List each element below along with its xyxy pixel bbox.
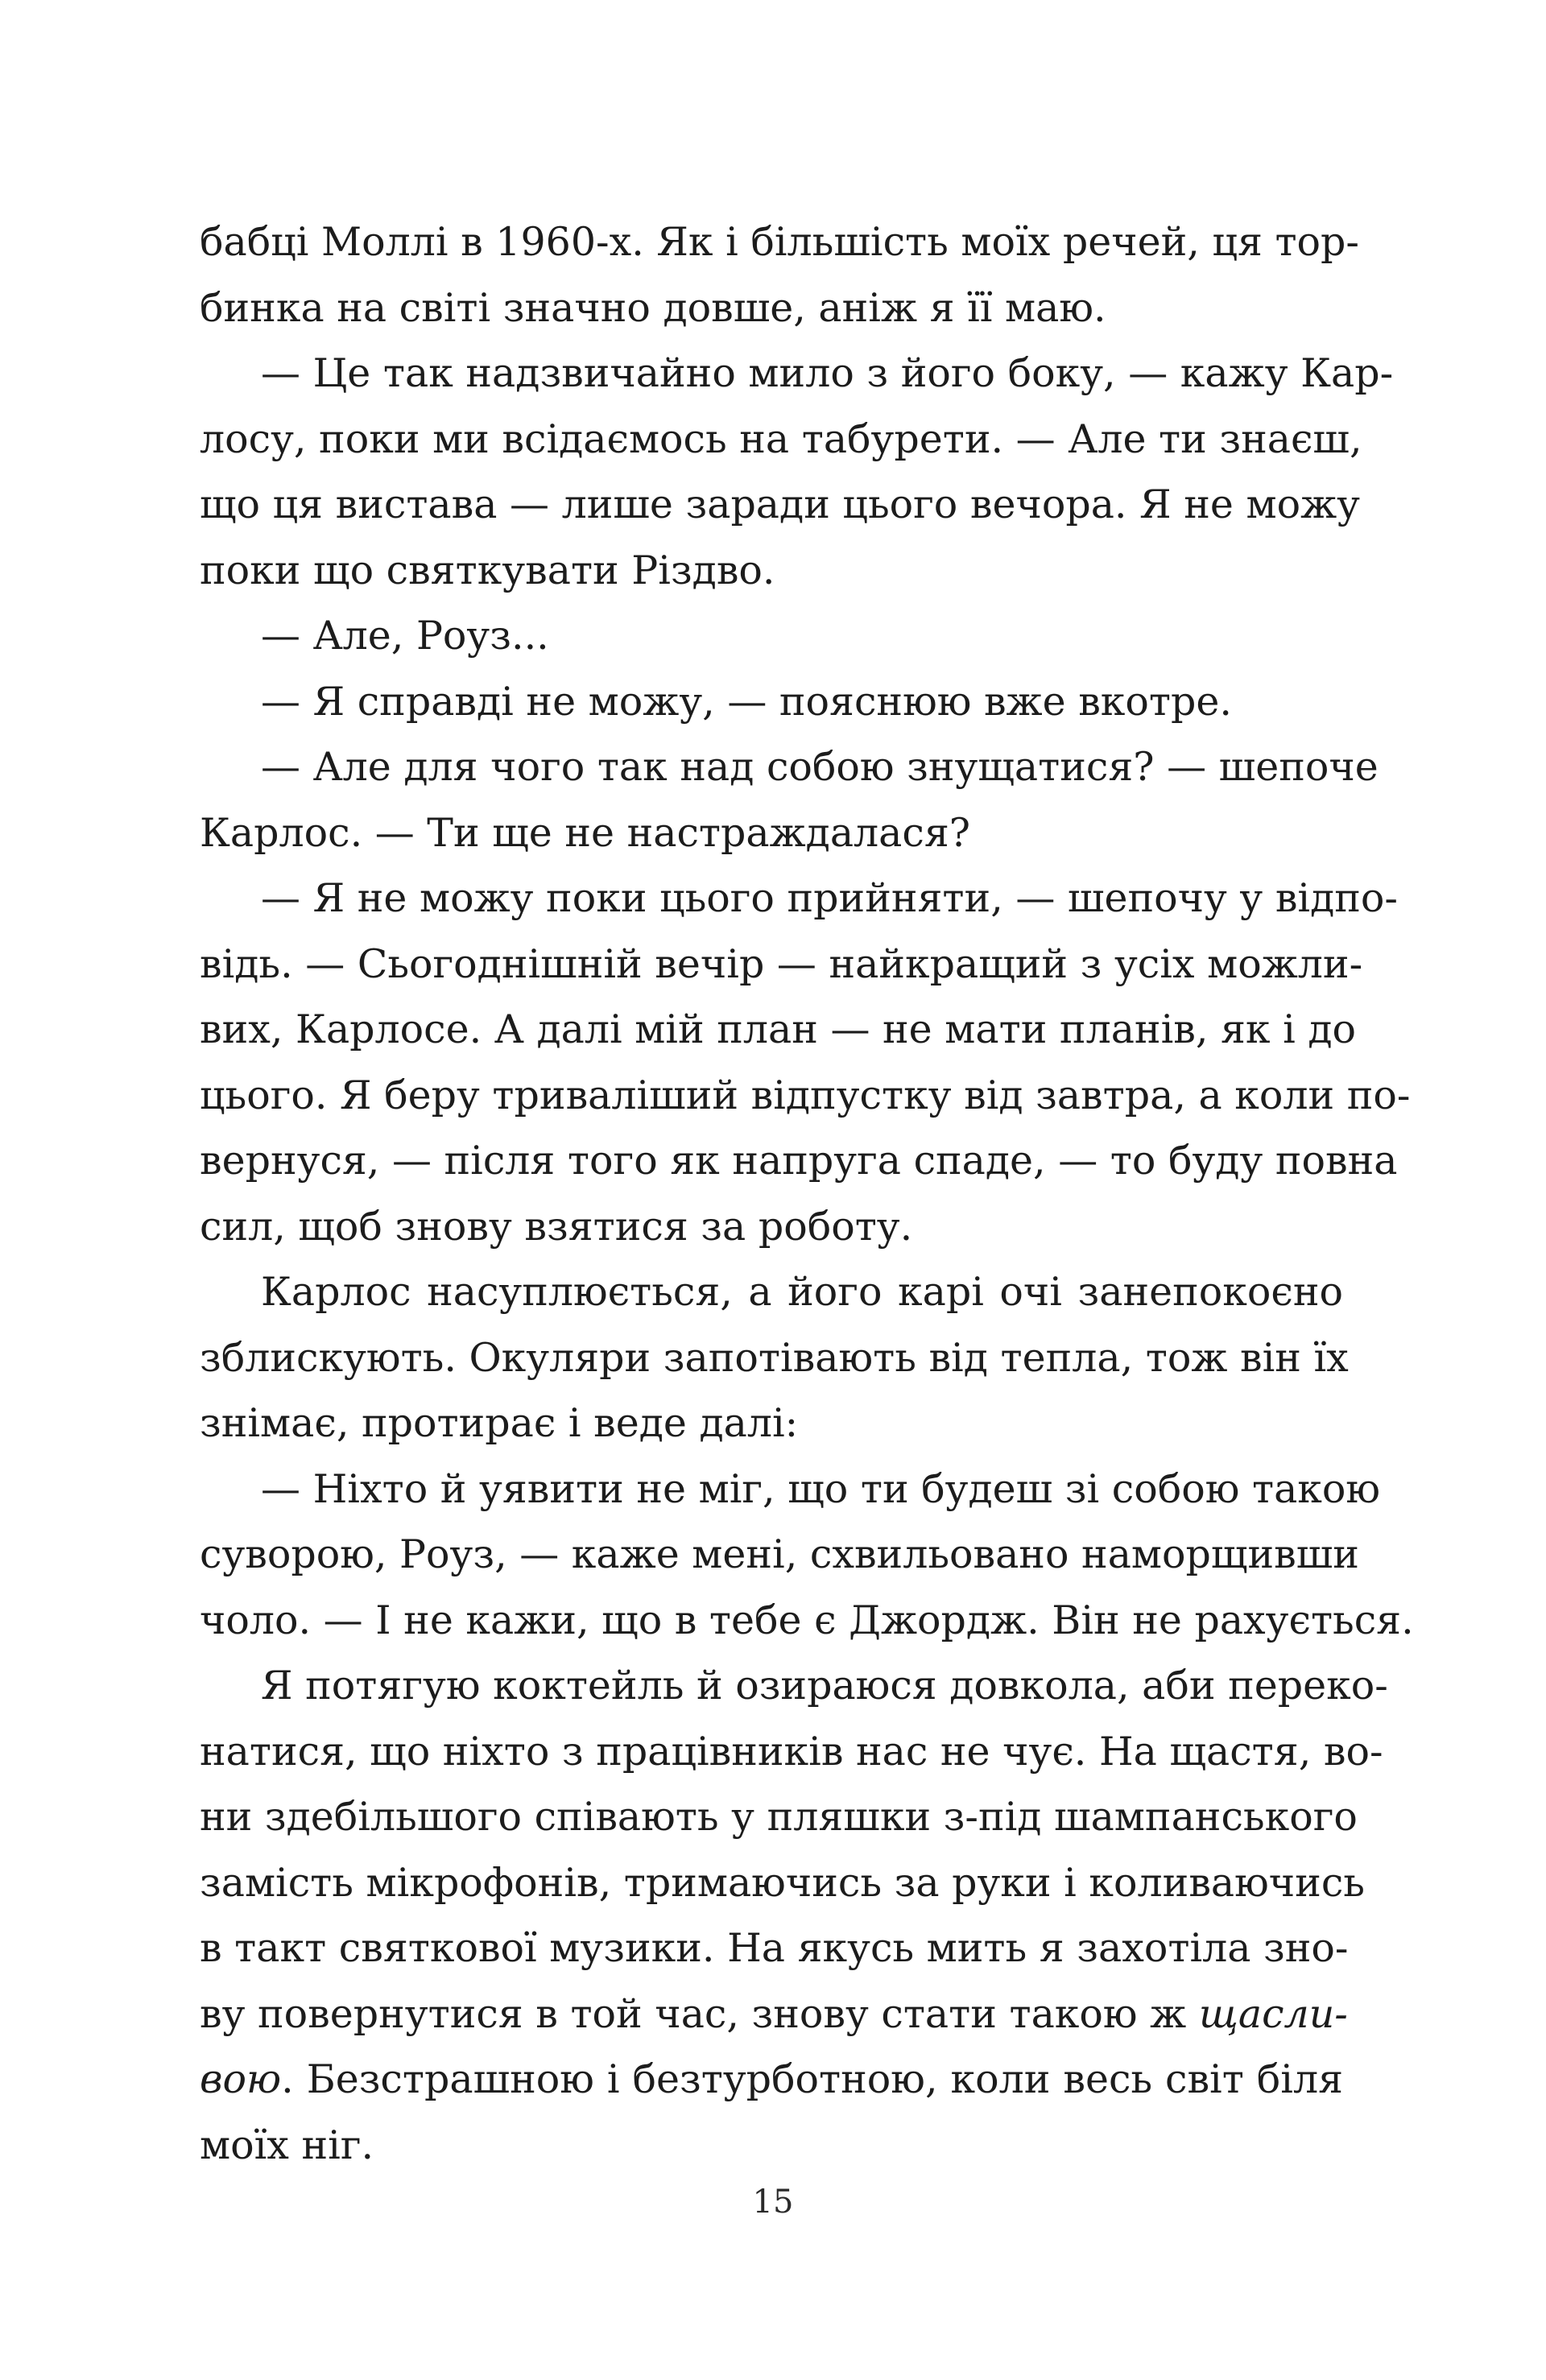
text-line: — Ніхто й уявити не міг, що ти будеш зі собою такою [261, 1465, 1381, 1512]
text-line: відь. — Сьогоднішній вечір — найкращий з усіх можли- [200, 940, 1363, 987]
text-line: вою. Безстрашною і безтурботною, коли весь світ біля [200, 2056, 1343, 2102]
text-line: — Я не можу поки цього прийняти, — шепочу у відпо- [261, 875, 1398, 921]
text-line: — Але для чого так над собою знущатися? — шепоче [261, 744, 1379, 790]
text-line: знімає, протирає і веде далі: [200, 1400, 799, 1446]
text-line: ни здебільшого співають у пляшки з-під шампанського [200, 1794, 1358, 1840]
text-line: чоло. — І не кажи, що в тебе є Джордж. Він не рахується. [200, 1597, 1414, 1643]
text-line: в такт святкової музики. На якусь мить я захотіла зно- [200, 1925, 1349, 1971]
body-text [200, 209, 1414, 2178]
text-line: суворою, Роуз, — каже мені, схвильовано наморщивши [200, 1531, 1359, 1577]
page-number: 15 [752, 2184, 794, 2221]
text-line: ву повернутися в той час, знову стати такою ж щасли- [200, 1990, 1348, 2037]
text-line: бинка на світі значно довше, аніж я її маю. [200, 284, 1106, 331]
text-line: — Я справді не можу, — пояснюю вже вкотре. [261, 678, 1232, 725]
text-line: — Але, Роуз... [261, 613, 549, 659]
text-line: вернуся, — після того як напруга спаде, — то буду повна [200, 1138, 1398, 1184]
text-line: зблискують. Окуляри запотівають від тепла, тож він їх [200, 1334, 1349, 1381]
text-line: вих, Карлосе. А далі мій план — не мати планів, як і до [200, 1006, 1357, 1052]
text-line: сил, щоб знову взятися за роботу. [200, 1203, 913, 1250]
text-line: поки що святкувати Різдво. [200, 547, 775, 593]
text-line: цього. Я беру триваліший відпустку від завтра, а коли по- [200, 1072, 1411, 1118]
text-line: натися, що ніхто з працівників нас не чує. На щастя, во- [200, 1728, 1383, 1775]
text-line: що ця вистава — лише заради цього вечора. Я не можу [200, 481, 1360, 527]
text-line: — Це так надзвичайно мило з його боку, — кажу Кар- [261, 350, 1394, 396]
text-line: бабці Моллі в 1960-х. Як і більшість моїх речей, ця тор- [200, 219, 1359, 265]
text-line: замість мікрофонів, тримаючись за руки і коливаючись [200, 1859, 1365, 1906]
text-line: Я потягую коктейль й озираюся довкола, аби переко- [261, 1663, 1388, 1709]
text-line: лосу, поки ми всідаємось на табурети. — Але ти знаєш, [200, 415, 1362, 462]
text-line: Карлос насуплюється, а його карі очі занепокоєно [261, 1269, 1343, 1315]
text-line: Карлос. — Ти ще не настраждалася? [200, 809, 971, 856]
text-line: моїх ніг. [200, 2122, 374, 2168]
